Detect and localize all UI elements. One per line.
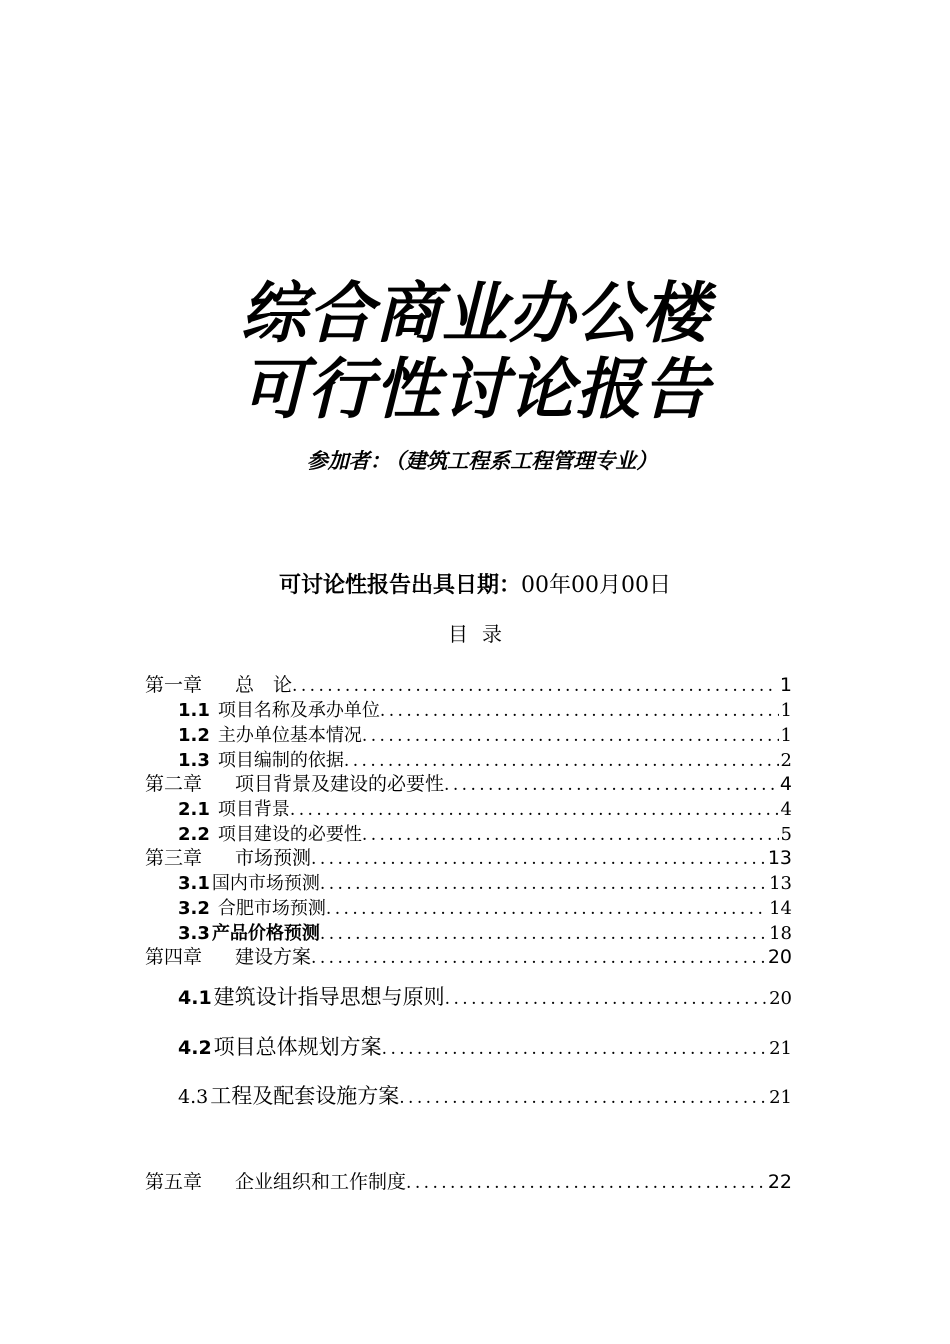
toc-entry-section-2-2[interactable] <box>178 822 792 848</box>
toc-section-title: 项目名称及承办单位 <box>217 700 380 721</box>
toc-page-number: 13 <box>769 873 792 894</box>
toc-heading: 目录 <box>448 622 516 646</box>
toc-leader-dots <box>445 984 767 1014</box>
toc-chapter-number: 第二章 <box>145 773 203 795</box>
toc-entry-section-4-2[interactable] <box>178 1032 792 1064</box>
toc-page-number: 14 <box>769 898 792 919</box>
toc-page-number: 21 <box>769 1087 792 1108</box>
toc-leader-dots <box>380 699 779 724</box>
toc-section-number: 4.1 <box>178 987 212 1009</box>
toc-entry-section-1-2[interactable] <box>178 723 792 749</box>
toc-chapter-title: 项目背景及建设的必要性 <box>235 773 445 795</box>
toc-leader-dots <box>344 749 779 774</box>
toc-entry-section-2-1[interactable] <box>178 797 792 823</box>
toc-section-number: 1.1 <box>178 700 210 721</box>
toc-entry-chapter-5[interactable] <box>145 1170 792 1196</box>
toc-leader-dots <box>326 897 767 922</box>
participant-label: 参加者： <box>306 449 391 473</box>
toc-section-title: 项目编制的依据 <box>217 750 344 771</box>
toc-section-number: 1.2 <box>178 725 210 746</box>
toc-leader-dots <box>292 674 778 699</box>
toc-leader-dots <box>320 922 767 947</box>
toc-section-title: 工程及配套设施方案 <box>210 1084 400 1108</box>
toc-page-number: 4 <box>780 799 792 820</box>
toc-chapter-number: 第三章 <box>145 847 203 869</box>
toc-section-title: 国内市场预测 <box>211 873 320 894</box>
toc-page-number: 4 <box>779 773 792 795</box>
toc-entry-section-1-3[interactable] <box>178 748 792 774</box>
toc-chapter-number: 第四章 <box>145 946 203 968</box>
toc-entry-chapter-1[interactable] <box>145 673 792 699</box>
toc-section-number: 3.3 <box>178 923 210 944</box>
toc-page-number: 20 <box>767 946 792 968</box>
toc-section-title: 产品价格预测 <box>211 923 320 944</box>
toc-entry-section-4-1[interactable] <box>178 982 792 1014</box>
toc-entry-section-3-2[interactable] <box>178 896 792 922</box>
toc-entry-section-1-1[interactable] <box>178 698 792 724</box>
toc-chapter-number: 第五章 <box>145 1171 203 1193</box>
toc-entry-section-3-3[interactable] <box>178 921 792 947</box>
toc-chapter-title: 总 论 <box>235 674 293 696</box>
toc-leader-dots <box>382 1034 767 1064</box>
toc-page-number: 13 <box>767 847 792 869</box>
toc-section-title: 主办单位基本情况 <box>217 725 362 746</box>
toc-entry-section-3-1[interactable] <box>178 871 792 897</box>
toc-entry-chapter-3[interactable] <box>145 846 792 872</box>
toc-page-number: 21 <box>769 1038 792 1059</box>
participant-line <box>0 447 950 475</box>
toc-section-number: 1.3 <box>178 750 210 771</box>
toc-chapter-title: 市场预测 <box>235 847 312 869</box>
toc-page-number: 22 <box>767 1171 792 1193</box>
toc-leader-dots <box>399 1083 767 1113</box>
toc-leader-dots <box>362 724 779 749</box>
report-date-label: 可讨论性报告出具日期： <box>279 573 522 598</box>
toc-page-number: 2 <box>780 750 792 771</box>
toc-leader-dots <box>290 798 779 823</box>
toc-section-title: 建筑设计指导思想与原则 <box>213 985 445 1009</box>
toc-page-number: 18 <box>769 923 792 944</box>
toc-section-title: 项目建设的必要性 <box>217 824 362 845</box>
toc-section-number: 2.1 <box>178 799 210 820</box>
toc-entry-chapter-2[interactable] <box>145 772 792 798</box>
toc-page-number: 20 <box>769 988 792 1009</box>
toc-chapter-title: 企业组织和工作制度 <box>235 1171 407 1193</box>
toc-chapter-title: 建设方案 <box>235 946 312 968</box>
toc-page-number: 1 <box>780 700 792 721</box>
report-title-line-2: 可行性讨论报告 <box>240 351 710 428</box>
toc-leader-dots <box>320 872 767 897</box>
toc-section-number: 4.3 <box>178 1086 209 1108</box>
toc-page-number: 1 <box>780 725 792 746</box>
toc-entry-section-4-3[interactable] <box>178 1081 792 1113</box>
report-title-line-1: 综合商业办公楼 <box>240 275 710 352</box>
report-date-value: 00年00月00日 <box>521 573 671 598</box>
toc-leader-dots <box>311 847 766 872</box>
toc-page-number: 5 <box>780 824 792 845</box>
toc-section-number: 3.1 <box>178 873 210 894</box>
toc-chapter-number: 第一章 <box>145 674 203 696</box>
participant-value: （建筑工程系工程管理专业） <box>394 449 658 473</box>
toc-section-number: 3.2 <box>178 898 210 919</box>
toc-leader-dots <box>311 946 766 971</box>
toc-leader-dots <box>406 1171 766 1196</box>
toc-section-title: 项目总体规划方案 <box>213 1035 382 1059</box>
toc-entry-chapter-4[interactable] <box>145 945 792 971</box>
toc-leader-dots <box>362 823 779 848</box>
toc-section-title: 合肥市场预测 <box>217 898 326 919</box>
toc-section-number: 2.2 <box>178 824 210 845</box>
toc-page-number: 1 <box>779 674 792 696</box>
report-date-line <box>0 570 950 601</box>
toc-section-number: 4.2 <box>178 1037 212 1059</box>
toc-leader-dots <box>444 773 778 798</box>
toc-section-title: 项目背景 <box>217 799 290 820</box>
